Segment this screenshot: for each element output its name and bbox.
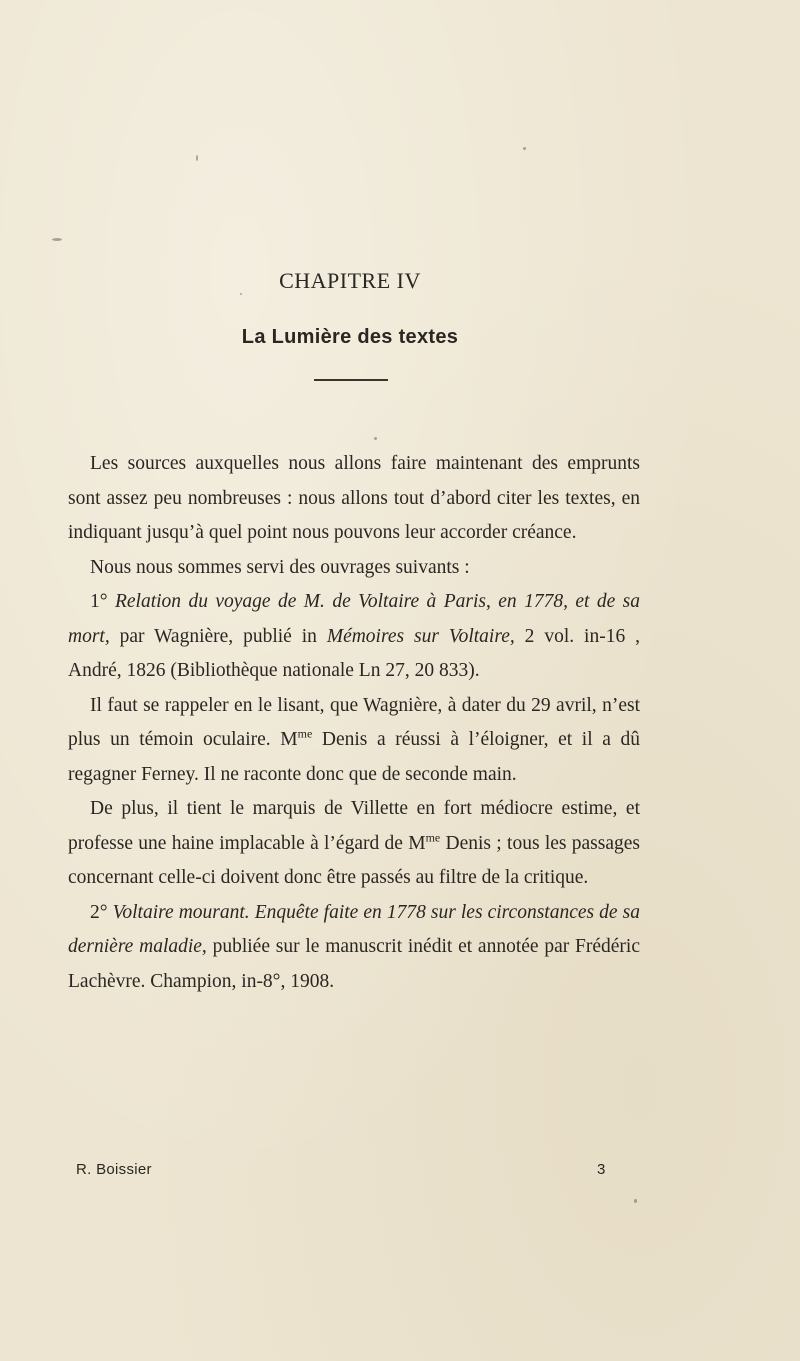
paragraph <box>68 689 640 793</box>
paragraph <box>68 447 640 551</box>
paragraph <box>68 896 640 1000</box>
text-segment: Il faut se rappeler en le lisant, que Wagnière, à dater du 29 avril, n’est plus un témoin oculaire. M <box>68 694 640 750</box>
text-segment: Denis ; tous les passages concernant celle-ci doivent donc être passés au filtre de la critique. <box>68 832 641 888</box>
text-segment: par Wagnière, publié in <box>109 625 327 647</box>
body-text <box>68 447 640 999</box>
text-segment: De plus, il tient le marquis de Villette en fort médiocre estime, et professe une haine implacable à l’égard de M <box>68 798 640 854</box>
italic-text: Mémoires sur Voltaire, <box>326 625 515 647</box>
text-segment: 1° <box>90 591 115 612</box>
paper-speck <box>374 437 377 440</box>
chapter-title: La Lumière des textes <box>241 326 459 348</box>
text-segment: Denis a réussi à l’éloigner, et il a dû regagner Ferney. Il ne raconte donc que de seconde main. <box>68 729 640 785</box>
paragraph <box>68 551 640 586</box>
text-segment: 2 vol. in-16 , André, 1826 (Bibliothèque nationale Ln 27, 20 833). <box>68 625 640 681</box>
paragraph <box>68 585 640 689</box>
signature-mark: R. Boissier <box>76 1161 152 1178</box>
text-segment: , <box>485 591 499 612</box>
italic-text: Relation du voyage de M. de Voltaire à Paris <box>114 591 486 612</box>
text-segment: publiée sur le manuscrit inédit et annotée par Frédéric Lachèvre. Champion, in-8°, 1908. <box>68 936 640 992</box>
paper-speck <box>523 147 526 150</box>
text-segment: 2° <box>90 901 113 923</box>
title-divider <box>314 379 388 381</box>
page-number: 3 <box>597 1161 606 1178</box>
paper-speck <box>196 155 198 161</box>
italic-text: Voltaire mourant. Enquête faite en 1778 sur les circonstances de sa dernière maladie, <box>68 901 640 957</box>
paragraph <box>68 792 640 896</box>
text-segment: Les sources auxquelles nous allons faire maintenant des emprunts sont assez peu nombreuses : nous allons tout d’abord citer les textes, en indiquant jusqu’à quel point nous pouvons leur accorder créance. <box>68 453 640 543</box>
superscript-text: me <box>425 830 441 844</box>
superscript-text: me <box>297 726 313 741</box>
paper-speck <box>634 1199 637 1203</box>
paper-speck <box>52 238 62 241</box>
italic-text: en 1778, et de sa mort, <box>68 591 641 647</box>
text-segment: Nous nous sommes servi des ouvrages suivants : <box>90 556 470 578</box>
chapter-heading: CHAPITRE IV <box>279 268 421 293</box>
